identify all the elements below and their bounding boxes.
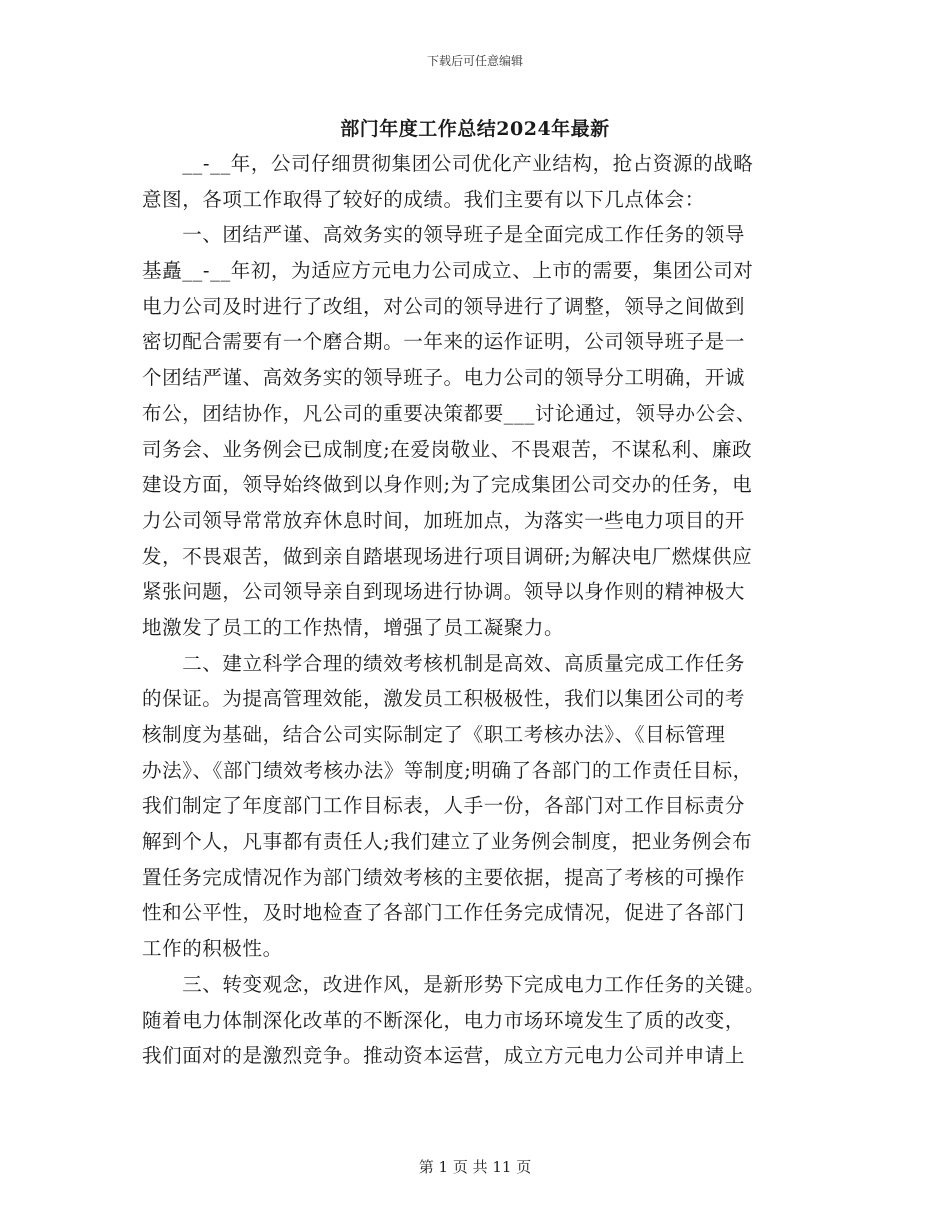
- body-line: 意图，各项工作取得了较好的成绩。我们主要有以下几点体会：: [142, 187, 705, 211]
- body-line: 密切配合需要有一个磨合期。一年来的运作证明，公司领导班子是一: [142, 330, 746, 354]
- body-line: 力公司领导常常放弃休息时间，加班加点，为落实一些电力项目的开: [142, 508, 746, 532]
- body-line: 核制度为基础，结合公司实际制定了《职工考核办法》、《目标管理: [142, 723, 726, 746]
- body-line: 电力公司及时进行了改组，对公司的领导进行了调整，领导之间做到: [142, 294, 746, 318]
- page-number: 第 1 页 共 11 页: [418, 1158, 532, 1176]
- body-line: 三、转变观念，改进作风，是新形势下完成电力工作任务的关键。: [142, 972, 766, 996]
- body-line: 基矗__-__年初，为适应方元电力公司成立、上市的需要，集团公司对: [142, 259, 754, 283]
- body-line: 紧张问题，公司领导亲自到现场进行协调。领导以身作则的精神极大: [142, 580, 746, 604]
- body-line: 性和公平性，及时地检查了各部门工作任务完成情况，促进了各部门: [142, 901, 746, 925]
- body-line: 随着电力体制深化改革的不断深化，电力市场环境发生了质的改变，: [142, 1008, 746, 1032]
- header-note: 下载后可任意编辑: [426, 54, 523, 68]
- document-body: [142, 146, 812, 1074]
- document-title: 部门年度工作总结2024年最新: [340, 118, 610, 140]
- body-line: 的保证。为提高管理效能，激发员工积极极性，我们以集团公司的考: [142, 687, 746, 711]
- body-line: 我们面对的是激烈竞争。推动资本运营，成立方元电力公司并申请上: [142, 1044, 746, 1068]
- body-line: 布公，团结协作，凡公司的重要决策都要___讨论通过，领导办公会、: [142, 401, 756, 425]
- body-line: 个团结严谨、高效务实的领导班子。电力公司的领导分工明确，开诚: [142, 366, 746, 390]
- body-line: 办法》、《部门绩效考核办法》等制度;明确了各部门的工作责任目标，: [142, 758, 753, 782]
- body-line: 地激发了员工的工作热情，增强了员工凝聚力。: [142, 615, 565, 639]
- body-line: 解到个人，凡事都有责任人;我们建立了业务例会制度，把业务例会布: [142, 830, 753, 854]
- body-line: 我们制定了年度部门工作目标表，人手一份，各部门对工作目标责分: [142, 794, 746, 818]
- body-line: 工作的积极性。: [142, 937, 283, 961]
- body-line: __-__年，公司仔细贯彻集团公司优化产业结构，抢占资源的战略: [142, 152, 754, 175]
- body-line: 置任务完成情况作为部门绩效考核的主要依据，提高了考核的可操作: [142, 865, 746, 889]
- body-line: 建设方面，领导始终做到以身作则;为了完成集团公司交办的任务，电: [142, 473, 753, 497]
- body-line: 二、建立科学合理的绩效考核机制是高效、高质量完成工作任务: [142, 651, 746, 675]
- body-line: 司务会、业务例会已成制度;在爱岗敬业、不畏艰苦，不谋私利、廉政: [142, 437, 753, 461]
- body-line: 发，不畏艰苦，做到亲自踏堪现场进行项目调研;为解决电厂燃煤供应: [142, 544, 753, 568]
- body-line: 一、团结严谨、高效务实的领导班子是全面完成工作任务的领导: [142, 223, 746, 247]
